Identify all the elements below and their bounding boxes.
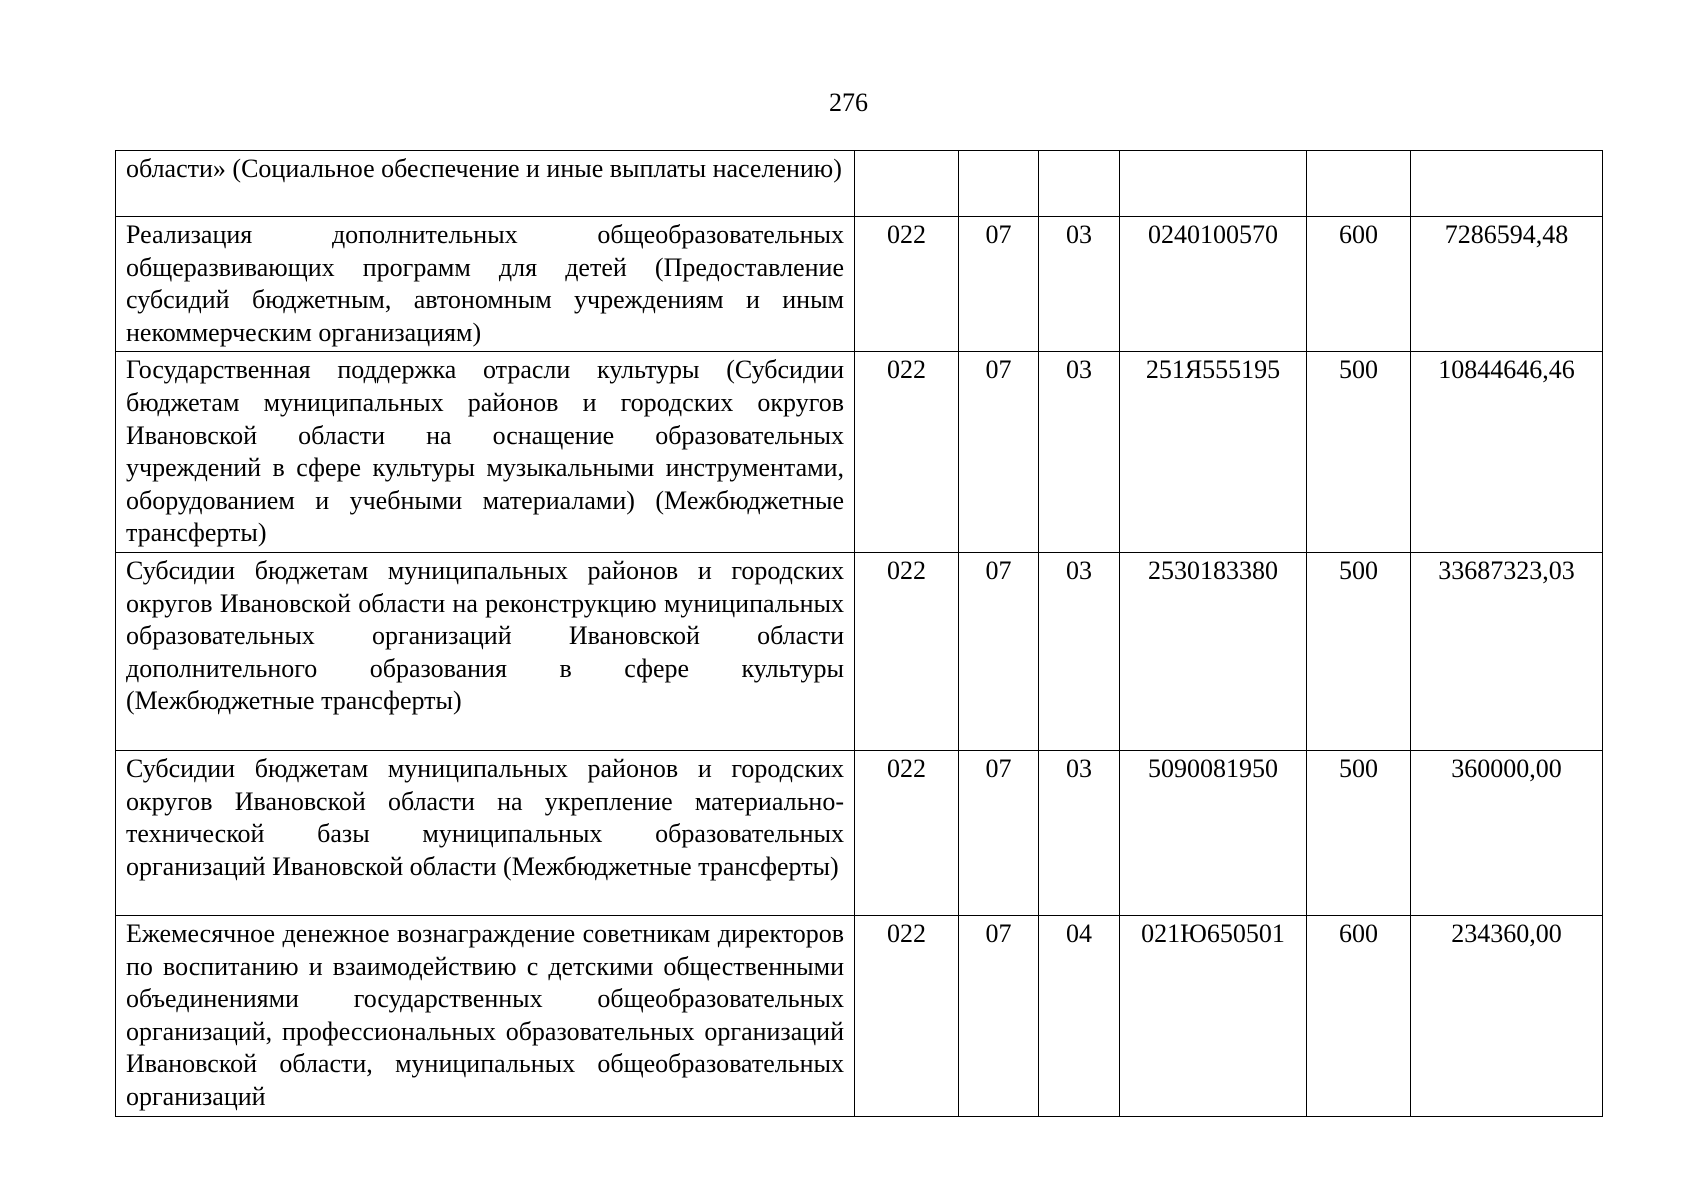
row-description: Реализация дополнительных общеобразовательных общеразвивающих программ для детей (Предоставление субсидий бюджетным, автономным учреждениям и иным некоммерческим организациям)	[116, 217, 855, 352]
expense-type-code: 500	[1307, 750, 1411, 915]
amount	[1411, 151, 1603, 217]
expense-type-code	[1307, 151, 1411, 217]
section-code: 07	[959, 552, 1039, 750]
section-code: 07	[959, 915, 1039, 1116]
ministry-code: 022	[855, 915, 959, 1116]
expense-type-code: 500	[1307, 552, 1411, 750]
section-code: 07	[959, 352, 1039, 553]
ministry-code	[855, 151, 959, 217]
amount: 10844646,46	[1411, 352, 1603, 553]
expense-type-code: 500	[1307, 352, 1411, 553]
section-code: 07	[959, 217, 1039, 352]
ministry-code: 022	[855, 352, 959, 553]
table-row	[116, 352, 1603, 553]
target-article-code: 021Ю650501	[1120, 915, 1307, 1116]
subsection-code: 03	[1039, 217, 1120, 352]
section-code	[959, 151, 1039, 217]
expense-type-code: 600	[1307, 915, 1411, 1116]
ministry-code: 022	[855, 750, 959, 915]
subsection-code: 03	[1039, 552, 1120, 750]
amount: 7286594,48	[1411, 217, 1603, 352]
table-row	[116, 151, 1603, 217]
target-article-code: 251Я555195	[1120, 352, 1307, 553]
table-row	[116, 552, 1603, 750]
amount: 234360,00	[1411, 915, 1603, 1116]
table-row	[116, 750, 1603, 915]
table-row	[116, 915, 1603, 1116]
row-description: Ежемесячное денежное вознаграждение советникам директоров по воспитанию и взаимодействию с детскими общественными объединениями государственных общеобразовательных организаций, профессиональных образовательных организаций Ивановской области, муниципальных общеобразовательных организаций	[116, 915, 855, 1116]
target-article-code	[1120, 151, 1307, 217]
budget-table	[115, 150, 1603, 1117]
expense-type-code: 600	[1307, 217, 1411, 352]
row-description: Субсидии бюджетам муниципальных районов и городских округов Ивановской области на реконструкцию муниципальных образовательных организаций Ивановской области дополнительного образования в сфере культуры (Межбюджетные трансферты)	[116, 552, 855, 750]
ministry-code: 022	[855, 552, 959, 750]
amount: 360000,00	[1411, 750, 1603, 915]
page-number: 276	[829, 88, 868, 117]
subsection-code: 03	[1039, 352, 1120, 553]
row-description: Государственная поддержка отрасли культуры (Субсидии бюджетам муниципальных районов и городских округов Ивановской области на оснащение образовательных учреждений в сфере культуры музыкальными инструментами, оборудованием и учебными материалами) (Межбюджетные трансферты)	[116, 352, 855, 553]
target-article-code: 0240100570	[1120, 217, 1307, 352]
subsection-code: 03	[1039, 750, 1120, 915]
row-description: области» (Социальное обеспечение и иные выплаты населению)	[116, 151, 855, 217]
table-row	[116, 217, 1603, 352]
ministry-code: 022	[855, 217, 959, 352]
target-article-code: 5090081950	[1120, 750, 1307, 915]
target-article-code: 2530183380	[1120, 552, 1307, 750]
subsection-code	[1039, 151, 1120, 217]
row-description: Субсидии бюджетам муниципальных районов и городских округов Ивановской области на укрепление материально-технической базы муниципальных образовательных организаций Ивановской области (Межбюджетные трансферты)	[116, 750, 855, 915]
amount: 33687323,03	[1411, 552, 1603, 750]
section-code: 07	[959, 750, 1039, 915]
subsection-code: 04	[1039, 915, 1120, 1116]
